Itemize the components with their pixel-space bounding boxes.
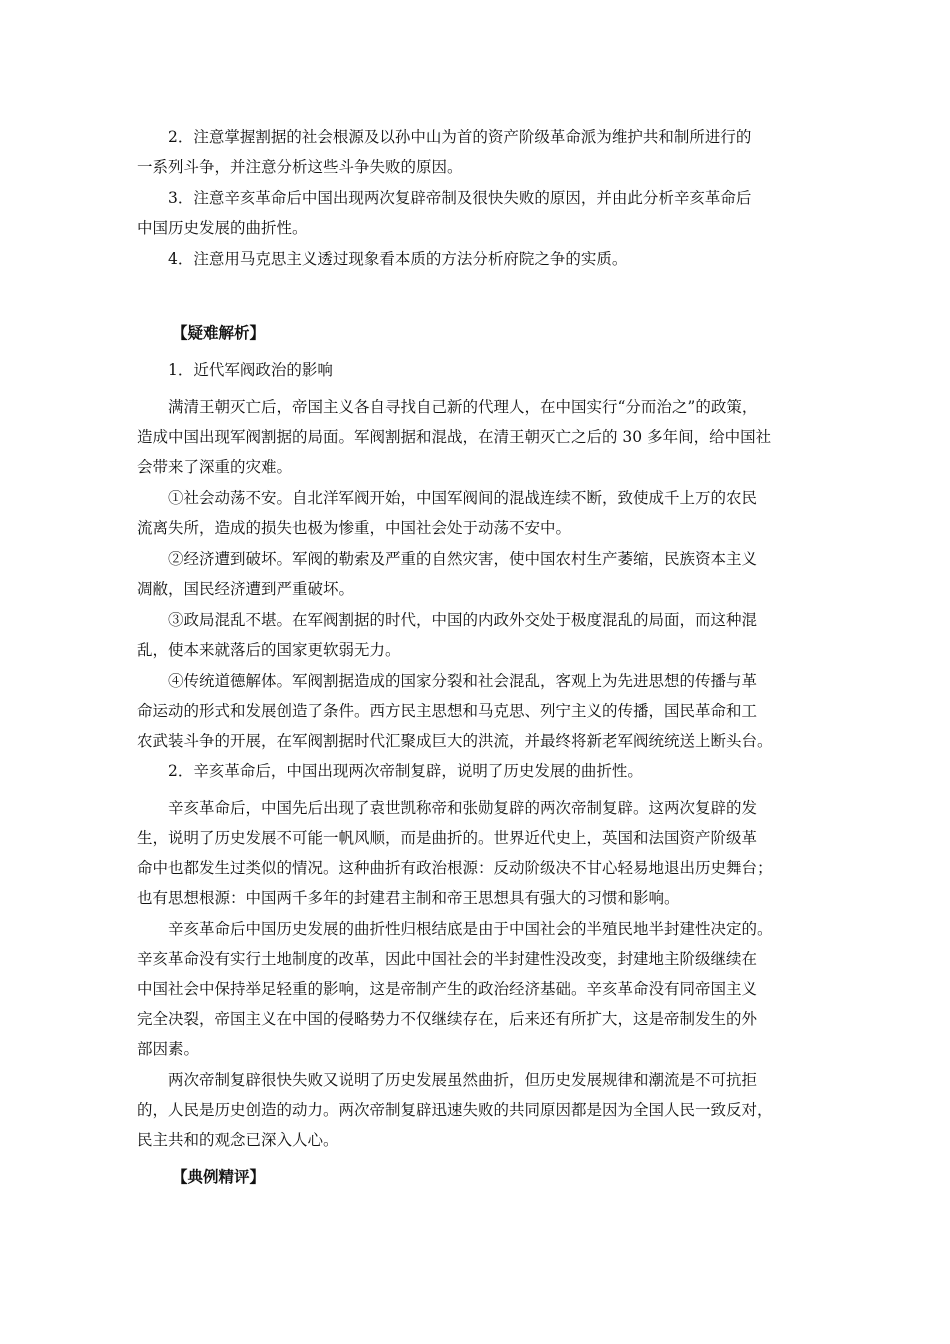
section-heading-difficulty-analysis: 【疑难解析】 bbox=[172, 323, 266, 342]
paragraph-two-restorations bbox=[137, 793, 817, 913]
text-line: 一系列斗争，并注意分析这些斗争失败的原因。 bbox=[137, 158, 463, 176]
text-line: 民主共和的观念已深入人心。 bbox=[137, 1131, 339, 1149]
study-point-2 bbox=[137, 122, 817, 182]
text-line: ④传统道德解体。军阀割据造成的国家分裂和社会混乱，客观上为先进思想的传播与革 bbox=[137, 672, 758, 690]
paragraph-qing-fall bbox=[137, 392, 817, 482]
text-line: 中国社会中保持举足轻重的影响，这是帝制产生的政治经济基础。辛亥革命没有同帝国主义 bbox=[137, 980, 758, 998]
text-line: 部因素。 bbox=[137, 1040, 200, 1058]
text-line: 辛亥革命没有实行土地制度的改革，因此中国社会的半封建性没改变，封建地主阶级继续在 bbox=[137, 950, 758, 968]
text-line: 1．近代军阀政治的影响 bbox=[137, 361, 333, 379]
study-point-3 bbox=[137, 183, 817, 243]
text-line: 也有思想根源：中国两千多年的封建君主制和帝王思想具有强大的习惯和影响。 bbox=[137, 889, 680, 907]
text-line: 乱，使本来就落后的国家更软弱无力。 bbox=[137, 641, 401, 659]
text-line: ③政局混乱不堪。在军阀割据的时代，中国的内政外交处于极度混乱的局面，而这种混 bbox=[137, 611, 758, 629]
text-line: 4．注意用马克思主义透过现象看本质的方法分析府院之争的实质。 bbox=[137, 250, 628, 268]
paragraph-restoration-failure bbox=[137, 1065, 817, 1155]
text-line: 命运动的形式和发展创造了条件。西方民主思想和马克思、列宁主义的传播，国民革命和工 bbox=[137, 702, 758, 720]
text-line: 2．注意掌握割据的社会根源及以孙中山为首的资产阶级革命派为维护共和制所进行的 bbox=[137, 128, 752, 146]
paragraph-economic-damage bbox=[137, 544, 817, 604]
text-line: ②经济遭到破坏。军阀的勒索及严重的自然灾害，使中国农村生产萎缩，民族资本主义 bbox=[137, 550, 758, 568]
text-line: 两次帝制复辟很快失败又说明了历史发展虽然曲折，但历史发展规律和潮流是不可抗拒 bbox=[137, 1071, 758, 1089]
text-line: 的，人民是历史创造的动力。两次帝制复辟迅速失败的共同原因都是因为全国人民一致反对， bbox=[137, 1101, 773, 1119]
paragraph-semi-colonial-roots bbox=[137, 914, 817, 1064]
text-line: 辛亥革命后，中国先后出现了袁世凯称帝和张勋复辟的两次帝制复辟。这两次复辟的发 bbox=[137, 799, 758, 817]
text-line: 凋敝，国民经济遭到严重破坏。 bbox=[137, 580, 355, 598]
section-heading-typical-examples: 【典例精评】 bbox=[172, 1167, 266, 1186]
text-line: 2．辛亥革命后，中国出现两次帝制复辟，说明了历史发展的曲折性。 bbox=[137, 762, 643, 780]
text-line: ①社会动荡不安。自北洋军阀开始，中国军阀间的混战连续不断，致使成千上万的农民 bbox=[137, 489, 758, 507]
paragraph-moral-collapse bbox=[137, 666, 817, 756]
paragraph-political-chaos bbox=[137, 605, 817, 665]
study-point-4 bbox=[137, 244, 817, 274]
paragraph-social-unrest bbox=[137, 483, 817, 543]
text-line: 流离失所，造成的损失也极为惨重，中国社会处于动荡不安中。 bbox=[137, 519, 572, 537]
subheading-restoration bbox=[137, 756, 817, 786]
text-line: 完全决裂，帝国主义在中国的侵略势力不仅继续存在，后来还有所扩大，这是帝制发生的外 bbox=[137, 1010, 758, 1028]
text-line: 生，说明了历史发展不可能一帆风顺，而是曲折的。世界近代史上，英国和法国资产阶级革 bbox=[137, 829, 758, 847]
text-line: 会带来了深重的灾难。 bbox=[137, 458, 293, 476]
text-line: 满清王朝灭亡后，帝国主义各自寻找自己新的代理人，在中国实行“分而治之”的政策， bbox=[137, 398, 758, 416]
subheading-warlord-politics bbox=[137, 355, 817, 385]
text-line: 农武装斗争的开展，在军阀割据时代汇聚成巨大的洪流，并最终将新老军阀统统送上断头台。 bbox=[137, 732, 773, 750]
text-line: 造成中国出现军阀割据的局面。军阀割据和混战，在清王朝灭亡之后的 30 多年间，给中国社 bbox=[137, 428, 772, 446]
text-line: 辛亥革命后中国历史发展的曲折性归根结底是由于中国社会的半殖民地半封建性决定的。 bbox=[137, 920, 773, 938]
text-line: 3．注意辛亥革命后中国出现两次复辟帝制及很快失败的原因，并由此分析辛亥革命后 bbox=[137, 189, 752, 207]
text-line: 命中也都发生过类似的情况。这种曲折有政治根源：反动阶级决不甘心轻易地退出历史舞台； bbox=[137, 859, 773, 877]
text-line: 中国历史发展的曲折性。 bbox=[137, 219, 308, 237]
